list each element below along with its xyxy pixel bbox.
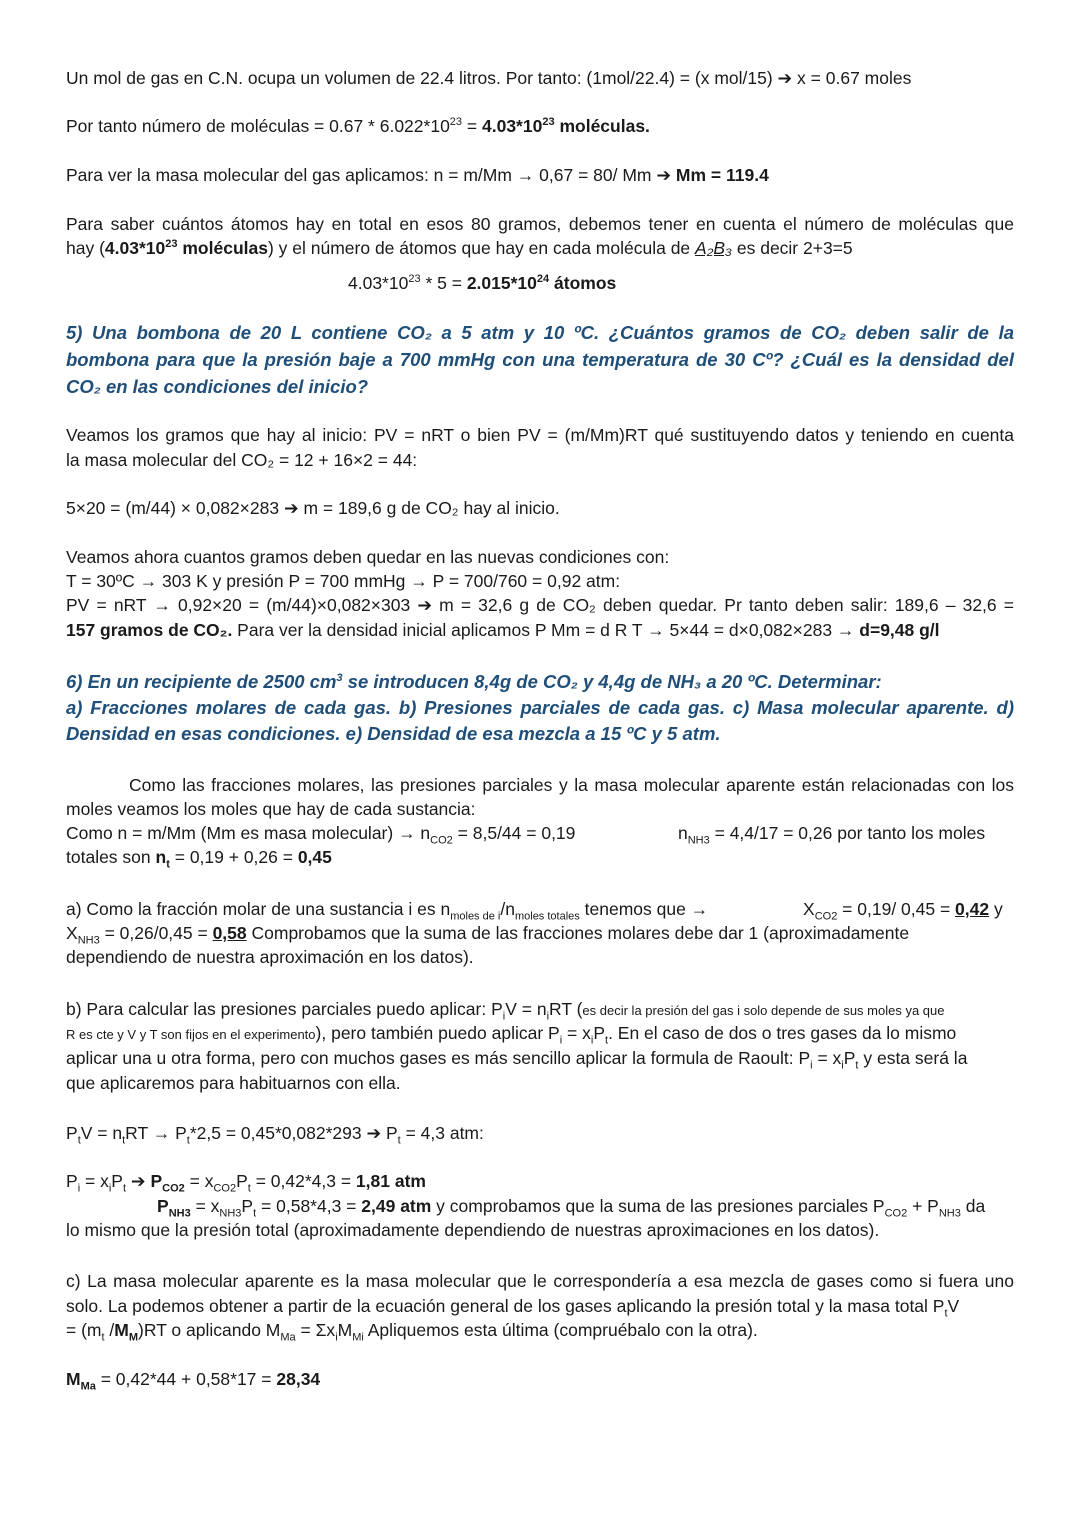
text-line: solo. La podemos obtener a partir de la ecuación general de los gases aplicando la presión total y la masa total $P_tV$ [66, 1296, 960, 1320]
text-line: R es cte y V y T son fijos en el experimento), pero también puedo aplicar $P_i = x_iP_t$. En el caso de dos o tres gases da lo mismo [66, 1023, 957, 1047]
text-line: Para ver la masa molecular del gas aplicamos: n = m/Mm → 0,67 = 80/ Mm ➔ Mm = 119.4 [66, 165, 769, 185]
text-line: b) Para calcular las presiones parciales puedo aplicar: $P_iV = n_iRT$ (es decir la presión del gas i solo depende de sus moles ya que [66, 999, 945, 1023]
text-line: $X_{NH3} = 0,26/0,45 = 0,58$ Comprobamos que la suma de las fracciones molares debe dar 1 (aproximadamente [66, 923, 910, 947]
text-line: aplicar una u otra forma, pero con muchos gases es más sencillo aplicar la formula de Raoult: $P_i = x_iP_t$ y esta será la [66, 1048, 968, 1072]
problem-5-heading: CO₂ en las condiciones del inicio? [66, 376, 369, 397]
text-line: $M_{Ma} = 0,42*44 + 0,58*17 = 28,34$ [66, 1369, 321, 1393]
text-line: $P_i = x_iP_t$ ➔ $P_{CO2} = x_{CO2}P_t = 0,42*4,3 = 1,81$ atm [66, 1171, 426, 1195]
text-line: $X_{CO2} = 0,19/$ 0,45 = 0,42 y [803, 899, 1003, 923]
text-line: Un mol de gas en C.N. ocupa un volumen de 22.4 litros. Por tanto: (1mol/22.4) = (x mol/15) ➔ x = 0.67 moles [66, 68, 912, 88]
text-line: $n_{NH3} = 4,4/17 = 0,26$ por tanto los moles [678, 823, 986, 847]
text-line: Para saber cuántos átomos hay en total en esos 80 gramos, debemos tener en cuenta el número de moléculas que [66, 214, 1014, 234]
text-line: c) La masa molecular aparente es la masa molecular que le correspondería a esa mezcla de gases como si fuera uno [66, 1271, 1014, 1291]
text-line: hay ($4.03*10^{23}$ moléculas) y el número de átomos que hay en cada molécula de A₂B₃ es decir 2+3=5 [66, 238, 853, 258]
text-line: Por tanto número de moléculas = $0.67 * 6.022*10^{23} = 4.03*10^{23}$ moléculas. [66, 116, 650, 136]
text-line: = ($m_t$ $/M_M)RT$ o aplicando $M_{Ma} = \Sigma x_iM_{Mi}$ Apliquemos esta última (compruébalo con la otra). [66, 1320, 758, 1344]
text-line: Como las fracciones molares, las presiones parciales y la masa molecular aparente están relacionadas con los [129, 775, 1014, 795]
text-line: Veamos ahora cuantos gramos deben quedar en las nuevas condiciones con: [66, 547, 670, 567]
text-line: 157 gramos de CO₂. Para ver la densidad inicial aplicamos P Mm = d R T → 5×44 = d×0,082×283 → d=9,48 g/l [66, 620, 940, 640]
text-line: dependiendo de nuestra aproximación en los datos). [66, 947, 474, 967]
text-line: $P_{NH3} = x_{NH3}P_t = 0,58*4,3 = 2,49$ atm y comprobamos que la suma de las presiones parciales $P_{CO2} + P_{NH3}$ da [157, 1196, 986, 1220]
text-line: moles veamos los moles que hay de cada sustancia: [66, 799, 476, 819]
text-line: que aplicaremos para habituarnos con ella. [66, 1073, 401, 1093]
text-line: lo mismo que la presión total (aproximadamente dependiendo de nuestras aproximaciones en los datos). [66, 1220, 880, 1240]
problem-6-heading: 6) En un recipiente de 2500 $cm^3$ se introducen 8,4g de CO₂ y 4,4g de NH₃ a 20 ºC. Determinar: [66, 671, 882, 692]
problem-5-heading: bombona para que la presión baje a 700 mmHg con una temperatura de 30 Cº? ¿Cuál es la densidad del [66, 349, 1014, 370]
text-line: totales son $n_t = 0,19 + 0,26 = 0,45$ [66, 847, 332, 871]
formula-line: $4.03*10^{23} * 5 = 2.015*10^{24}$ átomos [348, 273, 617, 293]
text-line: PV = nRT → 0,92×20 = (m/44)×0,082×303 ➔ m = 32,6 g de CO₂ deben quedar. Pr tanto deben salir: 189,6 – 32,6 = [66, 595, 1014, 615]
text-line: Veamos los gramos que hay al inicio: PV = nRT o bien PV = (m/Mm)RT qué sustituyendo datos y teniendo en cuenta [66, 425, 1014, 445]
problem-6-heading: a) Fracciones molares de cada gas. b) Presiones parciales de cada gas. c) Masa molecular aparente. d) [66, 697, 1014, 718]
text-line: $P_tV = n_tRT \to P_t*2,5 = 0,45*0,082*293$ ➔ $P_t = 4,3$ atm: [66, 1123, 484, 1147]
text-line: Como n = m/Mm (Mm es masa molecular) → $n_{CO2} = 8,5/44 = 0,19$ [66, 823, 576, 847]
problem-5-heading: 5) Una bombona de 20 L contiene CO₂ a 5 atm y 10 ºC. ¿Cuántos gramos de CO₂ deben salir de la [66, 322, 1014, 343]
text-line: a) Como la fracción molar de una sustancia i es $n_{moles de i}/n_{moles totales}$ tenemos que → [66, 899, 709, 923]
text-line: la masa molecular del CO₂ = 12 + 16×2 = 44: [66, 450, 418, 470]
text-line: 5×20 = (m/44) × 0,082×283 ➔ m = 189,6 g de CO₂ hay al inicio. [66, 498, 560, 518]
problem-6-heading: Densidad en esas condiciones. e) Densidad de esa mezcla a 15 ºC y 5 atm. [66, 723, 721, 744]
text-line: T = 30ºC → 303 K y presión P = 700 mmHg → P = 700/760 = 0,92 atm: [66, 571, 621, 591]
